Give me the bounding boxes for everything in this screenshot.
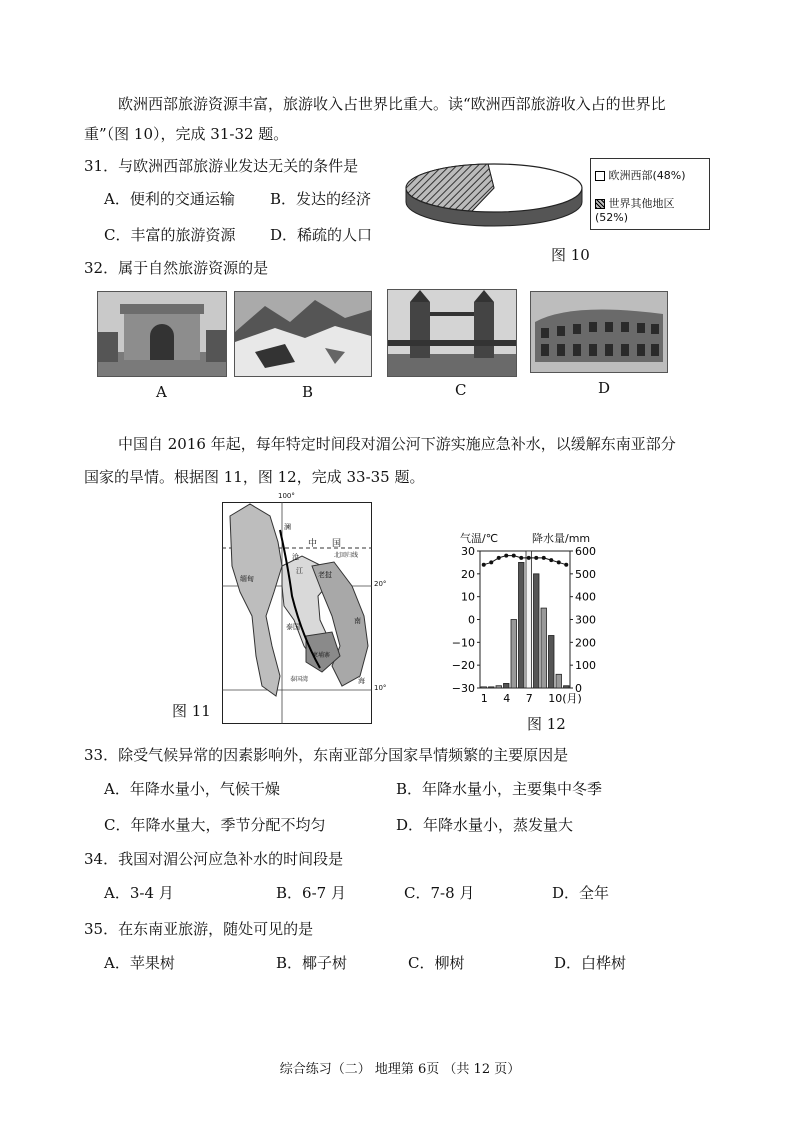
intro-text-line1: 欧洲西部旅游资源丰富，旅游收入占世界比重大。读“欧洲西部旅游收入占的世界比 xyxy=(118,95,666,113)
map-label-lon100: 100° xyxy=(278,492,295,500)
question-31-option-c[interactable]: C．丰富的旅游资源 xyxy=(104,226,236,244)
temperature-point xyxy=(512,554,516,558)
photo-a-label: A xyxy=(156,383,167,401)
precipitation-bar xyxy=(534,574,540,688)
precipitation-bar xyxy=(489,687,495,688)
map-label-mekong3: 江 xyxy=(296,567,303,575)
question-35-option-b[interactable]: B．椰子树 xyxy=(276,954,348,972)
temperature-point xyxy=(549,558,553,562)
temperature-point xyxy=(527,556,531,560)
question-31-option-d[interactable]: D．稀疏的人口 xyxy=(270,226,373,244)
precipitation-bar xyxy=(496,686,502,688)
map-label-china: 中 xyxy=(308,539,318,549)
temperature-point xyxy=(482,563,486,567)
question-31-option-a[interactable]: A．便利的交通运输 xyxy=(104,190,235,208)
temperature-point xyxy=(497,556,501,560)
y-right-tick-label: 600 xyxy=(575,545,596,558)
chart-frame xyxy=(480,551,570,688)
map-label-lat10: 10° xyxy=(374,684,387,692)
legend-label-europe: 欧洲西部(48%) xyxy=(608,169,686,182)
question-35-option-d[interactable]: D．白桦树 xyxy=(554,954,627,972)
photo-d-label: D xyxy=(598,379,611,397)
y-left-tick-label: −20 xyxy=(451,659,475,673)
photo-d-colosseum[interactable] xyxy=(530,291,668,373)
legend-swatch-other xyxy=(595,199,605,209)
map-label-gulf: 泰国湾 xyxy=(290,676,309,683)
precipitation-bar xyxy=(541,608,547,688)
figure-10-caption: 图 10 xyxy=(551,246,590,264)
precipitation-bar xyxy=(511,620,517,689)
question-34-option-d[interactable]: D．全年 xyxy=(552,884,610,902)
y-right-tick-label: 200 xyxy=(575,636,596,650)
intro2-text-line1: 中国自 2016 年起，每年特定时间段对湄公河下游实施应急补水，以缓解东南亚部分 xyxy=(118,435,676,453)
map-label-lat20: 20° xyxy=(374,580,387,588)
question-33-option-a[interactable]: A．年降水量小，气候干燥 xyxy=(104,780,280,798)
y-left-tick-label: −10 xyxy=(451,636,475,650)
precipitation-bar xyxy=(556,674,562,688)
temperature-point xyxy=(504,554,508,558)
map-label-burma: 缅甸 xyxy=(240,575,254,583)
page-footer: 综合练习（二） 地理第 6页 （共 12 页） xyxy=(279,1062,521,1077)
question-33-option-b[interactable]: B．年降水量小，主要集中冬季 xyxy=(396,780,603,798)
y-left-tick-label: 0 xyxy=(468,613,475,627)
x-tick-label: 7 xyxy=(525,692,533,705)
photo-b-label: B xyxy=(302,383,314,401)
chart-left-title: 气温/℃ xyxy=(460,532,499,545)
question-32-stem: 32．属于自然旅游资源的是 xyxy=(84,259,269,277)
figure-12-caption: 图 12 xyxy=(527,715,566,733)
precipitation-bar xyxy=(564,686,570,688)
y-left-tick-label: 10 xyxy=(461,590,475,604)
map-label-mekong: 澜 xyxy=(284,523,291,531)
photo-b-mountains[interactable] xyxy=(234,291,372,377)
question-33-option-c[interactable]: C．年降水量大，季节分配不均匀 xyxy=(104,816,326,834)
question-31-option-b[interactable]: B．发达的经济 xyxy=(270,190,372,208)
temperature-point xyxy=(557,560,561,564)
temperature-point xyxy=(489,560,493,564)
temperature-point xyxy=(542,556,546,560)
intro-text-line2: 重”（图 10），完成 31-32 题。 xyxy=(84,125,289,143)
map-label-cambodia: 柬埔寨 xyxy=(312,652,331,659)
y-right-tick-label: 500 xyxy=(575,567,596,581)
photo-a-arch[interactable] xyxy=(97,291,227,377)
precipitation-bar xyxy=(504,683,510,688)
figure-12-chart xyxy=(450,543,610,711)
figure-10-pie xyxy=(400,158,590,230)
question-35-option-c[interactable]: C．柳树 xyxy=(408,954,465,972)
question-34-option-c[interactable]: C．7-8 月 xyxy=(404,884,475,902)
question-34-stem: 34．我国对湄公河应急补水的时间段是 xyxy=(84,850,344,868)
precipitation-bar xyxy=(549,635,555,688)
y-left-tick-label: 30 xyxy=(461,545,475,558)
question-35-option-a[interactable]: A．苹果树 xyxy=(104,954,175,972)
question-35-stem: 35．在东南亚旅游，随处可见的是 xyxy=(84,920,314,938)
map-label-laos: 老挝 xyxy=(318,571,332,579)
chart-right-title: 降水量/mm xyxy=(532,532,591,545)
precipitation-bar xyxy=(519,562,525,688)
intro2-text-line2: 国家的旱情。根据图 11，图 12，完成 33-35 题。 xyxy=(84,468,425,486)
precipitation-bar xyxy=(526,551,532,688)
y-left-tick-label: −30 xyxy=(451,682,475,695)
temperature-point xyxy=(519,556,523,560)
photo-c-label: C xyxy=(455,381,467,399)
question-34-option-a[interactable]: A．3-4 月 xyxy=(104,884,174,902)
figure-11-map xyxy=(222,492,387,724)
legend-label-other: 世界其他地区 xyxy=(608,197,675,210)
precipitation-bar xyxy=(481,687,487,688)
y-left-tick-label: 20 xyxy=(461,567,475,581)
temperature-line xyxy=(484,556,567,565)
figure-10-legend xyxy=(590,158,710,230)
map-label-mekong2: 沧 xyxy=(292,553,299,561)
map-label-sea: 海 xyxy=(358,677,365,685)
legend-swatch-europe xyxy=(595,171,605,181)
question-34-option-b[interactable]: B．6-7 月 xyxy=(276,884,346,902)
map-label-tropic: 北回归线 xyxy=(334,552,359,559)
y-right-tick-label: 400 xyxy=(575,590,596,604)
x-tick-label: 1 xyxy=(480,692,488,705)
y-right-tick-label: 300 xyxy=(575,613,596,627)
x-tick-label: 4 xyxy=(503,692,511,705)
question-31-stem: 31．与欧洲西部旅游业发达无关的条件是 xyxy=(84,157,359,175)
question-33-option-d[interactable]: D．年降水量小，蒸发量大 xyxy=(396,816,574,834)
map-label-south: 南 xyxy=(354,617,361,625)
y-right-tick-label: 0 xyxy=(575,682,582,695)
map-label-china2: 国 xyxy=(332,539,342,549)
temperature-point xyxy=(564,563,568,567)
question-33-stem: 33．除受气候异常的因素影响外，东南亚部分国家旱情频繁的主要原因是 xyxy=(84,746,569,764)
legend-label-other-percent: (52%) xyxy=(595,211,629,224)
x-tick-label: 10(月) xyxy=(548,692,582,705)
map-label-thailand: 泰国 xyxy=(286,623,300,631)
photo-c-bridge[interactable] xyxy=(387,289,517,377)
temperature-point xyxy=(534,556,538,560)
y-right-tick-label: 100 xyxy=(575,659,596,673)
figure-11-caption: 图 11 xyxy=(172,702,211,720)
